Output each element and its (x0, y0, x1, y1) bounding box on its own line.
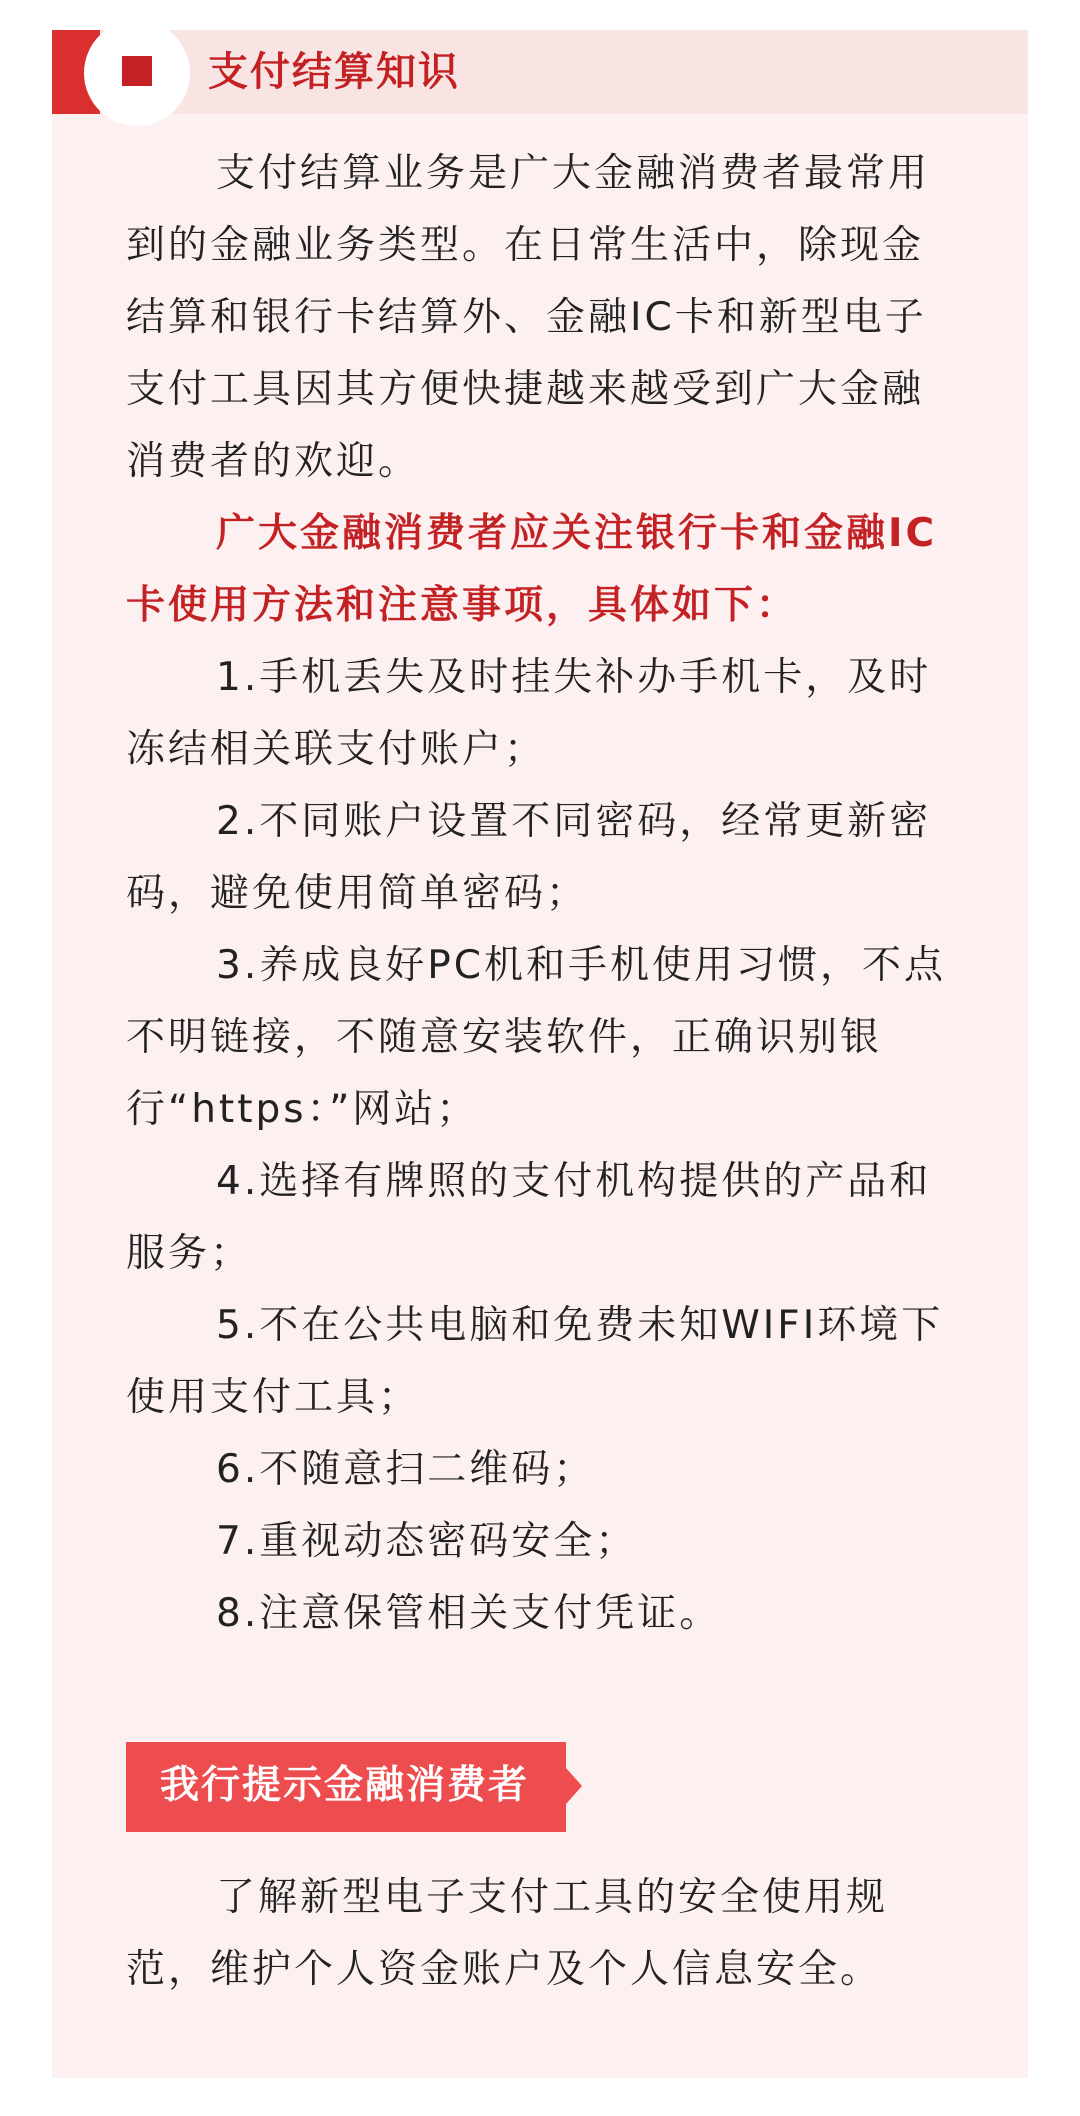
list-item: 4.选择有牌照的支付机构提供的产品和服务； (126, 1159, 932, 1276)
list-item: 7.重视动态密码安全； (216, 1519, 638, 1564)
tip-text-block (126, 1862, 956, 2006)
tip-ribbon-label: 我行提示金融消费者 (160, 1763, 530, 1808)
list-item: 5.不在公共电脑和免费未知WIFI环境下使用支付工具； (126, 1303, 944, 1420)
section-title: 支付结算知识 (208, 49, 460, 95)
ribbon-arrow-tip (566, 1768, 582, 1804)
tip-paragraph: 了解新型电子支付工具的安全使用规范，维护个人资金账户及个人信息安全。 (126, 1875, 889, 1992)
list-item: 8.注意保管相关支付凭证。 (216, 1591, 722, 1636)
list-item: 6.不随意扫二维码； (216, 1447, 596, 1492)
list-item: 3.养成良好PC机和手机使用习惯，不点不明链接，不随意安装软件，正确识别银行“https：”网站； (126, 943, 946, 1132)
square-bullet-icon (122, 56, 152, 86)
section-header (52, 30, 1028, 114)
main-text-block (126, 138, 956, 1650)
list-item: 1.手机丢失及时挂失补办手机卡，及时冻结相关联支付账户； (126, 655, 932, 772)
notice-paragraph: 广大金融消费者应关注银行卡和金融IC卡使用方法和注意事项，具体如下： (126, 511, 938, 628)
tip-ribbon (126, 1742, 566, 1832)
intro-paragraph: 支付结算业务是广大金融消费者最常用到的金融业务类型。在日常生活中，除现金结算和银行卡结算外、金融IC卡和新型电子支付工具因其方便快捷越来越受到广大金融消费者的欢迎。 (126, 151, 931, 484)
list-item: 2.不同账户设置不同密码，经常更新密码，避免使用简单密码； (126, 799, 932, 916)
